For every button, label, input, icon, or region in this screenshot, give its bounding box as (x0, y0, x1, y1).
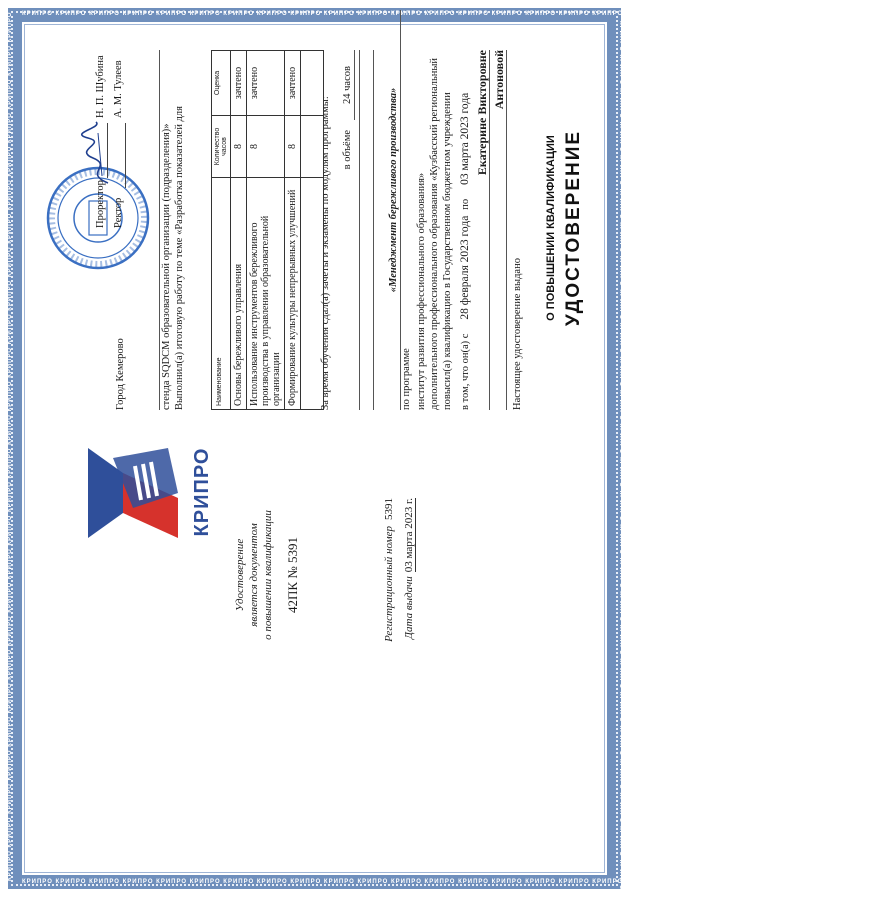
module-name: Основы бережливого управления (231, 178, 247, 410)
table-header-row (212, 51, 231, 410)
border-pattern-top: КРИПРО КРИПРО КРИПРО КРИПРО КРИПРО КРИПРО КРИПРО КРИПРО КРИПРО КРИПРО КРИПРО КРИПРО КРИПРО КРИПРО КРИПРО КРИПРО КРИПРО КРИПРО КРИПРО КРИПРО КРИПРО КРИПРО КРИПРО КРИПРО КРИПРО КРИПРО (22, 11, 892, 17)
module-hours: 8 (231, 116, 247, 178)
module-grade: зачтено (247, 51, 285, 116)
certificate-intro (233, 500, 275, 650)
given-to-label: Настоящее удостоверение выдано (512, 258, 523, 410)
recipient-name: Екатерине Викторовне (476, 50, 490, 410)
border-pattern-right: КРИПРО КРИПРО КРИПРО КРИПРО КРИПРО КРИПРО КРИПРО КРИПРО КРИПРО КРИПРО КРИПРО КРИПРО КРИПРО КРИПРО КРИПРО КРИПРО КРИПРО КРИПРО КРИПРО КРИПРО КРИПРО КРИПРО КРИПРО КРИПРО КРИПРО КРИПРО (618, 21, 624, 891)
border-pattern-bottom: КРИПРО КРИПРО КРИПРО КРИПРО КРИПРО КРИПРО КРИПРО КРИПРО КРИПРО КРИПРО КРИПРО КРИПРО КРИПРО КРИПРО КРИПРО КРИПРО КРИПРО КРИПРО КРИПРО КРИПРО КРИПРО КРИПРО КРИПРО КРИПРО КРИПРО КРИПРО (22, 879, 892, 885)
header-name: Наименование (212, 178, 231, 410)
header-hours: Количество часов (212, 116, 231, 178)
intro-line: Удостоверение (234, 538, 246, 612)
logo-wordmark: КРИПРО (191, 447, 213, 537)
module-hours: 8 (285, 116, 301, 178)
certificate-number: 42ПК № 5391 (285, 537, 300, 613)
qualification-line: повысил(а) квалификацию в Государственном бюджетном учреждении (442, 92, 453, 410)
module-grade: зачтено (285, 51, 301, 116)
period-mid: по (460, 198, 471, 210)
volume-label: в объёме (342, 130, 353, 170)
city: Город Кемерово (115, 338, 126, 410)
signature-line (107, 123, 108, 178)
blank-line (159, 50, 160, 410)
header-grade: Оценка (212, 51, 231, 116)
volume-value: 24 часов (341, 50, 355, 120)
module-hours: 8 (247, 116, 285, 178)
date-to: 03 марта 2023 года (459, 92, 471, 185)
module-name: Формирование культуры непрерывных улучшений (285, 178, 301, 410)
registration-number (383, 498, 395, 668)
rector-label: Ректор (113, 197, 124, 228)
certificate-title: УДОСТОВЕРЕНИЕ (563, 129, 584, 327)
module-name: Использование инструментов бережливого производства в управлении образовательной организации (247, 178, 285, 410)
blank-line (359, 50, 360, 410)
final-work-line-2: стенда SQDCM образовательной организации (подразделения)» (161, 123, 172, 410)
modules-table (211, 50, 324, 410)
certificate-subtitle: О ПОВЫШЕНИИ КВАЛИФИКАЦИИ (545, 135, 557, 321)
table-row (247, 51, 285, 410)
date-value: 03 марта 2023 г. (403, 498, 415, 573)
certificate-sheet (23, 18, 608, 878)
institution-line: дополнительного профессионального образования «Кузбасский региональный (429, 57, 440, 410)
signature-line (125, 123, 126, 188)
prorector-label: Проректор (95, 180, 106, 228)
program-volume (341, 50, 355, 410)
date-label: Дата выдачи (403, 576, 415, 639)
reg-label: Регистрационный номер (383, 526, 395, 642)
period-prefix: в том, что он(а) с (460, 333, 471, 410)
reg-value: 5391 (383, 498, 395, 520)
program-name: «Менеджмент бережливого производства» (387, 10, 401, 410)
blank-line (373, 50, 374, 410)
institution-line-2: институт развития профессионального образования» (416, 172, 427, 410)
program-label: по программе (401, 348, 412, 410)
table-row (301, 51, 324, 410)
final-work-line: Выполнил(а) итоговую работу по теме «Разработка показателей для (174, 106, 185, 410)
exams-label: За время обучения сдал(а) зачеты и экзамены по модулям программы: (320, 96, 331, 410)
intro-line: о повышении квалификации (262, 510, 274, 640)
intro-line: является документом (248, 523, 260, 627)
recipient-surname: Антоновой (493, 50, 507, 410)
module-grade: зачтено (231, 51, 247, 116)
issue-date (403, 498, 415, 668)
table-row (231, 51, 247, 410)
kripro-logo-icon (83, 418, 183, 568)
date-from: 28 февраля 2023 года (459, 215, 471, 320)
border-pattern-left: КРИПРО КРИПРО КРИПРО КРИПРО КРИПРО КРИПРО КРИПРО КРИПРО КРИПРО КРИПРО КРИПРО КРИПРО КРИПРО КРИПРО КРИПРО КРИПРО КРИПРО КРИПРО КРИПРО КРИПРО КРИПРО КРИПРО КРИПРО КРИПРО КРИПРО КРИПРО (7, 11, 13, 881)
signature-icon (78, 118, 118, 188)
table-row (285, 51, 301, 410)
prorector-name: Н. П. Шубина (95, 55, 106, 118)
rector-name: А. М. Тулеев (113, 60, 124, 118)
study-period (459, 50, 472, 410)
